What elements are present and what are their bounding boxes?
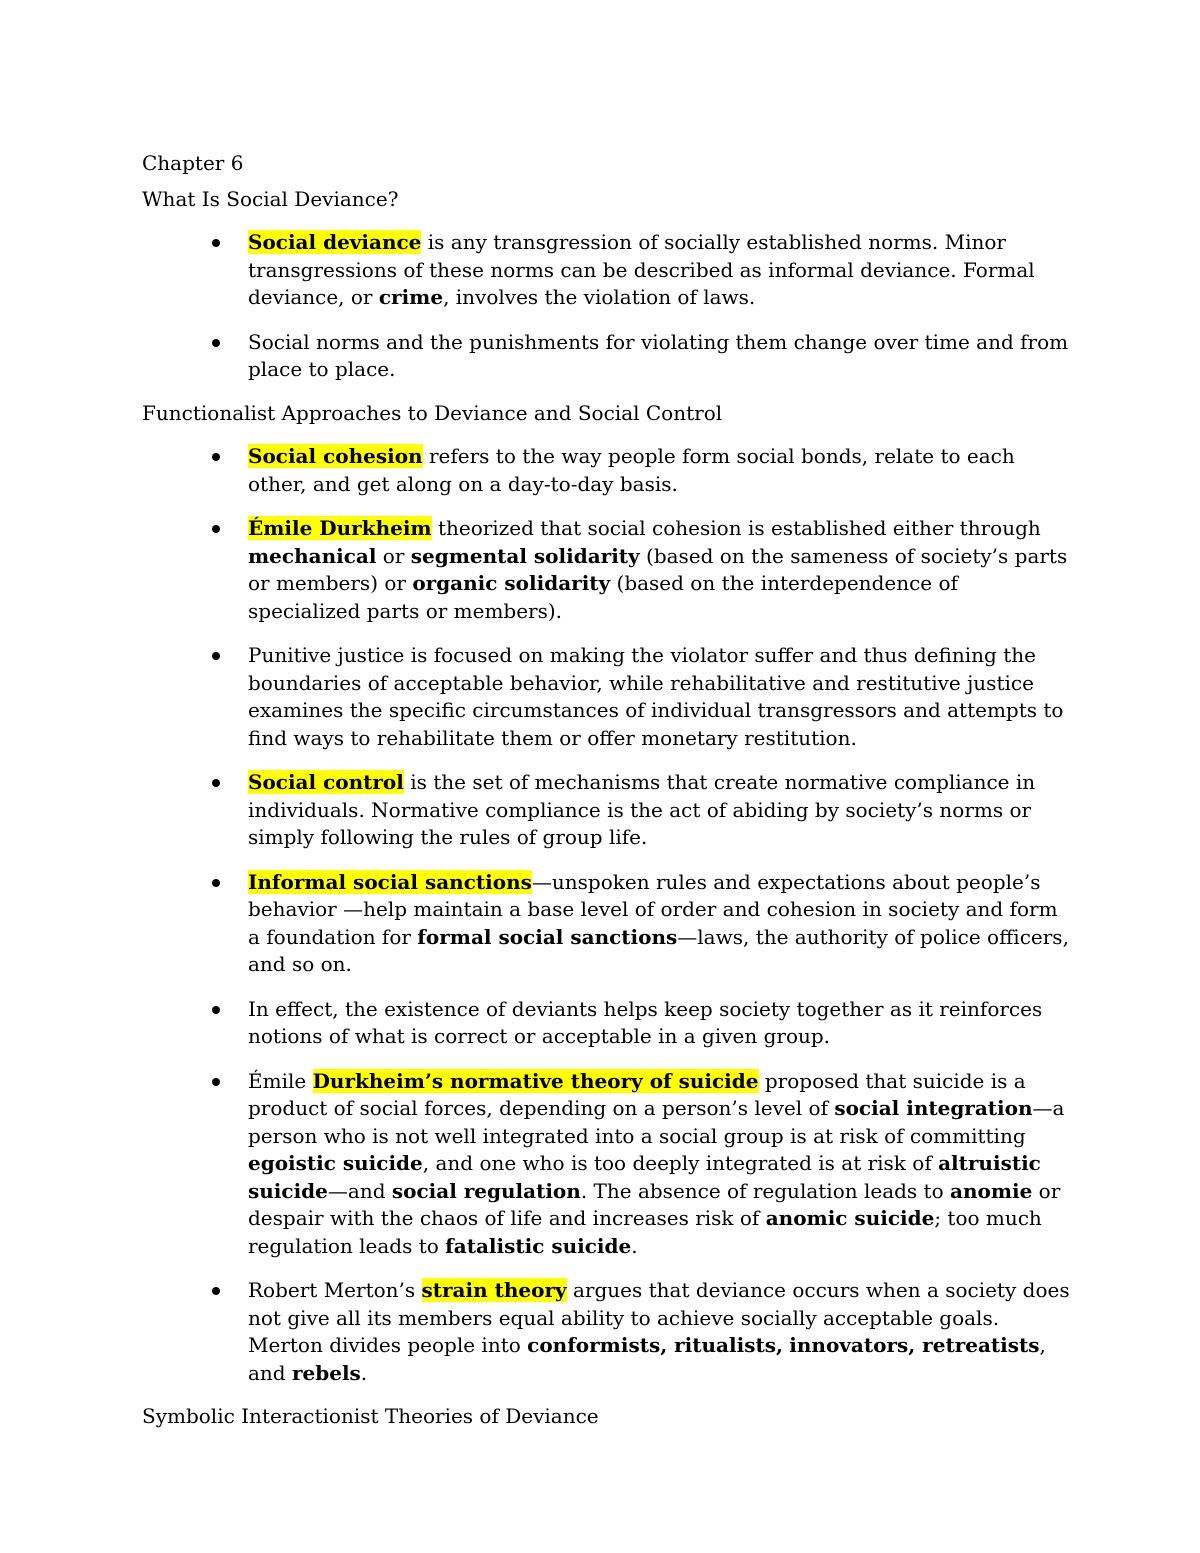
section-heading-symbolic-interactionist: Symbolic Interactionist Theories of Deviance	[142, 1404, 599, 1428]
text-segment: is any transgression of socially established norms. Minor transgressions of these norms can be described as informal deviance. Formal deviance, or	[248, 230, 1035, 309]
text-segment: .	[631, 1233, 638, 1258]
section-heading-what-is-social-deviance: What Is Social Deviance?	[142, 186, 399, 211]
highlighted-term: Social cohesion	[248, 444, 423, 468]
bold-term: formal social sanctions	[417, 924, 678, 949]
bold-term: innovators, retreatists	[789, 1333, 1040, 1357]
bold-term: egoistic suicide	[248, 1151, 423, 1175]
text-segment: or despair with the chaos of life and increases risk of	[248, 1178, 1061, 1230]
highlighted-term: Informal social sanctions	[248, 869, 532, 894]
bullet-icon	[212, 453, 220, 461]
bold-term: segmental solidarity	[410, 543, 640, 568]
bullet-icon	[212, 239, 220, 247]
highlighted-term: Durkheim’s normative theory of suicide	[312, 1068, 759, 1093]
text-segment: (based on the sameness of society’s parts or members) or	[248, 543, 1068, 595]
bold-term: mechanical	[248, 543, 377, 568]
text-segment: —laws, the authority of police officers, and so on.	[248, 924, 1069, 976]
text-segment: ; too much regulation leads to	[248, 1206, 1042, 1258]
chapter-title: Chapter 6	[142, 151, 244, 175]
bold-term: social integration	[834, 1096, 1033, 1120]
text-segment: Robert Merton’s	[248, 1278, 422, 1302]
bullet-list-functionalist	[142, 443, 1072, 1387]
list-item	[142, 642, 1072, 752]
bold-term: altruistic suicide	[248, 1151, 1041, 1203]
highlighted-term: strain theory	[421, 1278, 567, 1302]
highlighted-term: Émile Durkheim	[248, 516, 432, 540]
list-item	[142, 769, 1072, 852]
bullet-icon	[212, 652, 220, 660]
text-segment: Punitive justice is focused on making the violator suffer and thus defining the boundaries of acceptable behavior, while rehabilitative and restitutive justice examines the specific circumstances of individual transgressors and attempts to find ways to rehabilitate them or offer monetary restitution.	[248, 643, 1064, 750]
bold-term: anomic suicide	[765, 1206, 935, 1230]
list-item	[142, 1068, 1072, 1261]
bold-term: fatalistic suicide	[445, 1233, 632, 1258]
bullet-icon	[212, 879, 220, 887]
text-segment: —a person who is not well integrated into a social group is at risk of committing	[248, 1096, 1065, 1148]
text-segment: , and	[248, 1333, 1046, 1385]
text-segment: proposed that suicide is a product of social forces, depending on a person’s level of	[248, 1068, 1026, 1120]
bold-term: social regulation	[391, 1178, 581, 1203]
bold-term: anomie	[950, 1178, 1033, 1203]
bullet-icon	[212, 525, 220, 533]
bold-term: rebels	[291, 1360, 361, 1385]
text-segment: In effect, the existence of deviants helps keep society together as it reinforces notions of what is correct or acceptable in a given group.	[248, 996, 1043, 1048]
text-segment: , and one who is too deeply integrated is at risk of	[422, 1151, 939, 1175]
text-segment: —and	[327, 1178, 392, 1203]
text-segment: —unspoken rules and expectations about people’s behavior —help maintain a base level of order and cohesion in society and form a foundation for	[248, 869, 1058, 949]
bullet-icon	[212, 1287, 220, 1295]
bullet-list-social-deviance	[142, 229, 1072, 384]
list-item	[142, 869, 1072, 979]
text-segment: is the set of mechanisms that create normative compliance in individuals. Normative compliance is the act of abiding by society’s norms or simply following the rules of group life.	[248, 770, 1036, 849]
list-item	[142, 229, 1072, 312]
text-segment: refers to the way people form social bonds, relate to each other, and get along on a day-to-day basis.	[248, 444, 1015, 496]
document-page	[142, 150, 1072, 1447]
bullet-icon	[212, 1006, 220, 1014]
text-segment: Émile	[248, 1068, 313, 1093]
list-item	[142, 996, 1072, 1051]
text-segment: (based on the interdependence of specialized parts or members).	[248, 571, 958, 623]
text-segment: argues that deviance occurs when a society does not give all its members equal ability to achieve socially acceptable goals. Merton divides people into	[248, 1278, 1070, 1357]
bold-term: crime	[378, 285, 444, 309]
text-segment: .	[360, 1360, 368, 1385]
list-item	[142, 1277, 1072, 1387]
text-segment: , involves the violation of laws.	[443, 285, 756, 309]
text-segment: theorized that social cohesion is established either through	[431, 516, 1041, 540]
bold-term: organic solidarity	[412, 571, 611, 595]
text-segment: . The absence of regulation leads to	[580, 1178, 950, 1203]
bold-term: conformists, ritualists,	[527, 1333, 783, 1357]
highlighted-term: Social deviance	[248, 230, 422, 254]
list-item	[142, 329, 1072, 384]
list-item	[142, 443, 1072, 498]
list-item	[142, 515, 1072, 625]
bullet-icon	[212, 339, 220, 347]
bullet-icon	[212, 1078, 220, 1086]
bullet-icon	[212, 779, 220, 787]
section-heading-functionalist: Functionalist Approaches to Deviance and Social Control	[142, 400, 723, 425]
text-segment: Social norms and the punishments for violating them change over time and from place to place.	[248, 329, 1069, 381]
highlighted-term: Social control	[248, 770, 404, 794]
text-segment: or	[376, 543, 411, 568]
